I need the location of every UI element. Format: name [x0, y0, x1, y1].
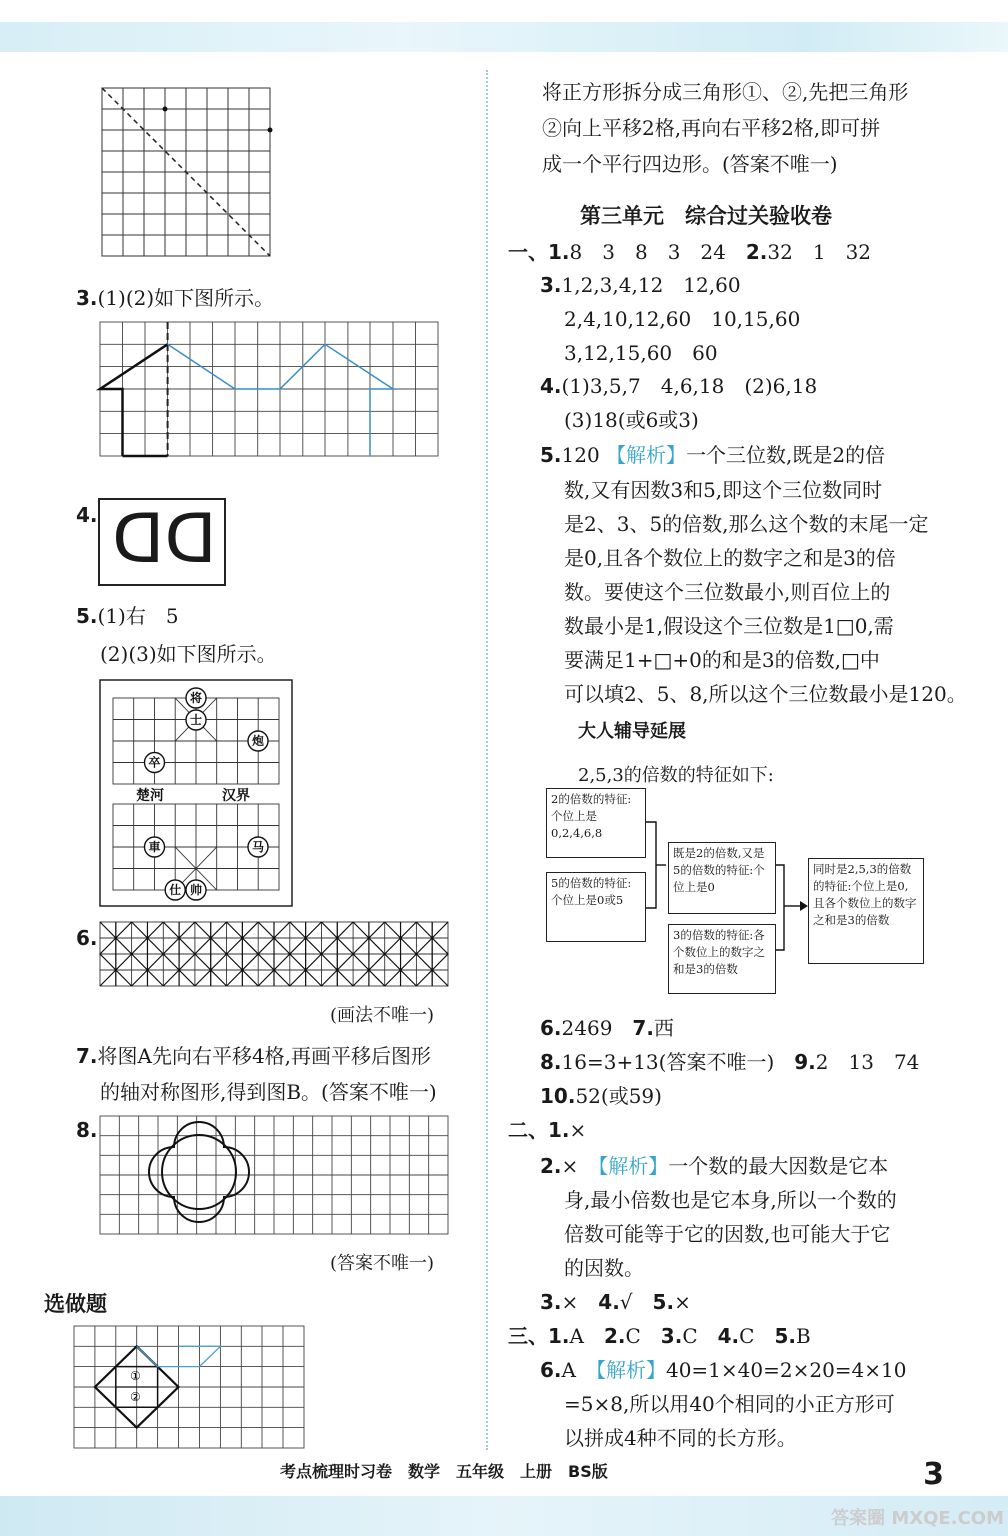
c2-value: C	[625, 1324, 641, 1348]
a5-line-7: 要满足1+□+0的和是3的倍数,□中	[564, 648, 880, 672]
optional-figure	[74, 1326, 306, 1450]
river-left-label: 楚河	[136, 788, 164, 804]
a5-line-6: 数最小是1,假设这个三位数是1□0,需	[564, 614, 894, 638]
b3-number: 3.	[540, 1290, 562, 1314]
unit-title: 第三单元 综合过关验收卷	[580, 204, 832, 228]
a6-number: 6.	[540, 1016, 562, 1040]
q8-number: 8.	[76, 1118, 98, 1142]
b2-value: ×	[561, 1154, 579, 1178]
c6-value: A	[561, 1358, 576, 1382]
b2-line-1: 一个数的最大因数是它本	[668, 1154, 889, 1178]
flow-box-multiple-of-2-and-5: 既是2的倍数,又是5的倍数的特征:个位上是0	[668, 842, 776, 914]
c1-number: 1.	[548, 1324, 570, 1348]
a5-analysis-tag: 【解析】	[606, 443, 687, 467]
a5-line-3: 是2、3、5的倍数,那么这个数的末尾一定	[564, 512, 929, 536]
a5-value: 120	[561, 443, 600, 467]
b2-analysis-tag: 【解析】	[598, 1154, 669, 1178]
a9-number: 9.	[794, 1050, 816, 1074]
q7-line2: 的轴对称图形,得到图B。(答案不唯一)	[100, 1080, 437, 1104]
c1-value: A	[569, 1324, 584, 1348]
q5-number: 5.	[76, 604, 98, 628]
q4-number: 4.	[76, 503, 98, 527]
flower-figure	[100, 1116, 450, 1236]
intro-line-3: 成一个平行四边形。(答案不唯一)	[542, 152, 838, 176]
c6-line-2: =5×8,所以用40个相同的小正方形可	[564, 1392, 895, 1416]
a5-line-1: 一个三位数,既是2的倍	[686, 443, 886, 467]
a4-line-1: (1)3,5,7 4,6,18 (2)6,18	[561, 374, 818, 398]
q5-line1: (1)右 5	[97, 604, 179, 628]
q7-number: 7.	[76, 1044, 98, 1068]
top-decor-band	[0, 22, 1008, 52]
a3-line-2: 2,4,10,12,60 10,15,60	[564, 307, 801, 331]
intro-line-1: 将正方形拆分成三角形①、②,先把三角形	[542, 80, 909, 104]
piece-jiang: 将	[189, 691, 203, 705]
b2-line-4: 的因数。	[564, 1256, 644, 1280]
a4-number: 4.	[540, 374, 562, 398]
a6-value: 2469	[561, 1016, 613, 1040]
q3-text: (1)(2)如下图所示。	[97, 286, 275, 310]
c6-number: 6.	[540, 1358, 562, 1382]
a3-line-1: 1,2,3,4,12 12,60	[561, 273, 741, 297]
a8-number: 8.	[540, 1050, 562, 1074]
b4-value: √	[619, 1290, 633, 1314]
c4-number: 4.	[717, 1324, 740, 1348]
a10-number: 10.	[540, 1084, 576, 1108]
footer-text: 考点梳理时习卷 数学 五年级 上册 BS版	[280, 1462, 608, 1481]
house-figure	[100, 322, 440, 458]
a3-number: 3.	[540, 273, 562, 297]
chess-board	[100, 680, 294, 908]
optional-title: 选做题	[44, 1292, 107, 1316]
b4-number: 4.	[598, 1290, 620, 1314]
flow-box-multiple-of-2-5-3: 同时是2,5,3的倍数的特征:个位上是0,且各个数位上的数字之和是3的倍数	[808, 858, 924, 964]
a2-value: 32 1 32	[767, 240, 872, 264]
q6-number: 6.	[76, 926, 98, 950]
c2-number: 2.	[603, 1324, 626, 1348]
q6-note: (画法不唯一)	[330, 1005, 435, 1026]
flow-box-multiple-of-3: 3的倍数的特征:各个数位上的数字之和是3的倍数	[668, 924, 776, 994]
a2-number: 2.	[745, 240, 768, 264]
c3-value: C	[682, 1324, 698, 1348]
a4-line-2: (3)18(或6或3)	[564, 408, 699, 432]
intro-line-2: ②向上平移2格,再向右平移2格,即可拼	[542, 116, 881, 140]
section2-label: 二、	[508, 1118, 548, 1142]
a1-number: 1.	[548, 240, 570, 264]
page-number: 3	[923, 1457, 944, 1492]
a8-value: 16=3+13(答案不唯一)	[561, 1050, 775, 1074]
flow-box-multiple-of-2: 2的倍数的特征:个位上是0,2,4,6,8	[546, 788, 646, 858]
b1-number: 1.	[548, 1118, 570, 1142]
a1-value: 8 3 8 3 24	[569, 240, 726, 264]
marker-1: ①	[130, 1369, 141, 1383]
piece-che: 車	[148, 840, 161, 854]
a5-line-8: 可以填2、5、8,所以这个三位数最小是120。	[564, 682, 967, 706]
b2-line-3: 倍数可能等于它的因数,也可能大于它	[564, 1222, 891, 1246]
c4-value: C	[739, 1324, 755, 1348]
a5-line-4: 是0,且各个数位上的数字之和是3的倍	[564, 546, 896, 570]
c6-line-1: 40=1×40=2×20=4×10	[665, 1358, 907, 1382]
flow-box-multiple-of-5: 5的倍数的特征:个位上是0或5	[546, 872, 646, 942]
section1-label: 一、	[508, 240, 548, 264]
watermark: 答案圈 MXQE.COM	[831, 1508, 1004, 1529]
a3-line-3: 3,12,15,60 60	[564, 341, 718, 365]
column-divider	[486, 70, 488, 1450]
a5-line-2: 数,又有因数3和5,即这个三位数同时	[564, 478, 883, 502]
x-pattern-strip	[100, 922, 450, 988]
c6-analysis-tag: 【解析】	[595, 1358, 666, 1382]
piece-shi-red: 仕	[169, 883, 182, 897]
a9-value: 2 13 74	[815, 1050, 920, 1074]
piece-zu: 卒	[148, 755, 161, 770]
a7-number: 7.	[632, 1016, 654, 1040]
b2-number: 2.	[540, 1154, 562, 1178]
b5-number: 5.	[652, 1290, 675, 1314]
c5-value: B	[795, 1324, 811, 1348]
a5-line-5: 数。要使这个三位数最小,则百位上的	[564, 580, 891, 604]
piece-pao: 炮	[251, 734, 265, 748]
q7-line1: 将图A先向右平移4格,再画平移后图形	[97, 1044, 432, 1068]
b5-value: ×	[674, 1290, 691, 1314]
c3-number: 3.	[660, 1324, 683, 1348]
q8-note: (答案不唯一)	[330, 1253, 435, 1274]
river-right-label: 汉界	[222, 788, 250, 804]
c6-line-3: 以拼成4种不同的长方形。	[564, 1426, 797, 1450]
b1-value: ×	[569, 1118, 587, 1142]
a5-number: 5.	[540, 443, 562, 467]
extension-intro: 2,5,3的倍数的特征如下:	[578, 765, 774, 786]
marker-2: ②	[130, 1390, 141, 1404]
a10-value: 52(或59)	[575, 1084, 662, 1108]
extension-title: 大人辅导延展	[578, 721, 686, 742]
section3-label: 三、	[508, 1324, 548, 1348]
piece-ma: 马	[251, 840, 265, 854]
q3-number: 3.	[76, 286, 98, 310]
b2-line-2: 身,最小倍数也是它本身,所以一个数的	[564, 1188, 897, 1212]
piece-shi: 士	[189, 713, 203, 727]
b3-value: ×	[561, 1290, 579, 1314]
c5-number: 5.	[774, 1324, 796, 1348]
piece-shuai: 帅	[189, 883, 203, 897]
grid-diagonal-figure	[102, 88, 272, 258]
a7-value: 西	[653, 1016, 674, 1040]
q4-letters: DD	[112, 500, 217, 579]
q5-line2: (2)(3)如下图所示。	[100, 642, 277, 666]
